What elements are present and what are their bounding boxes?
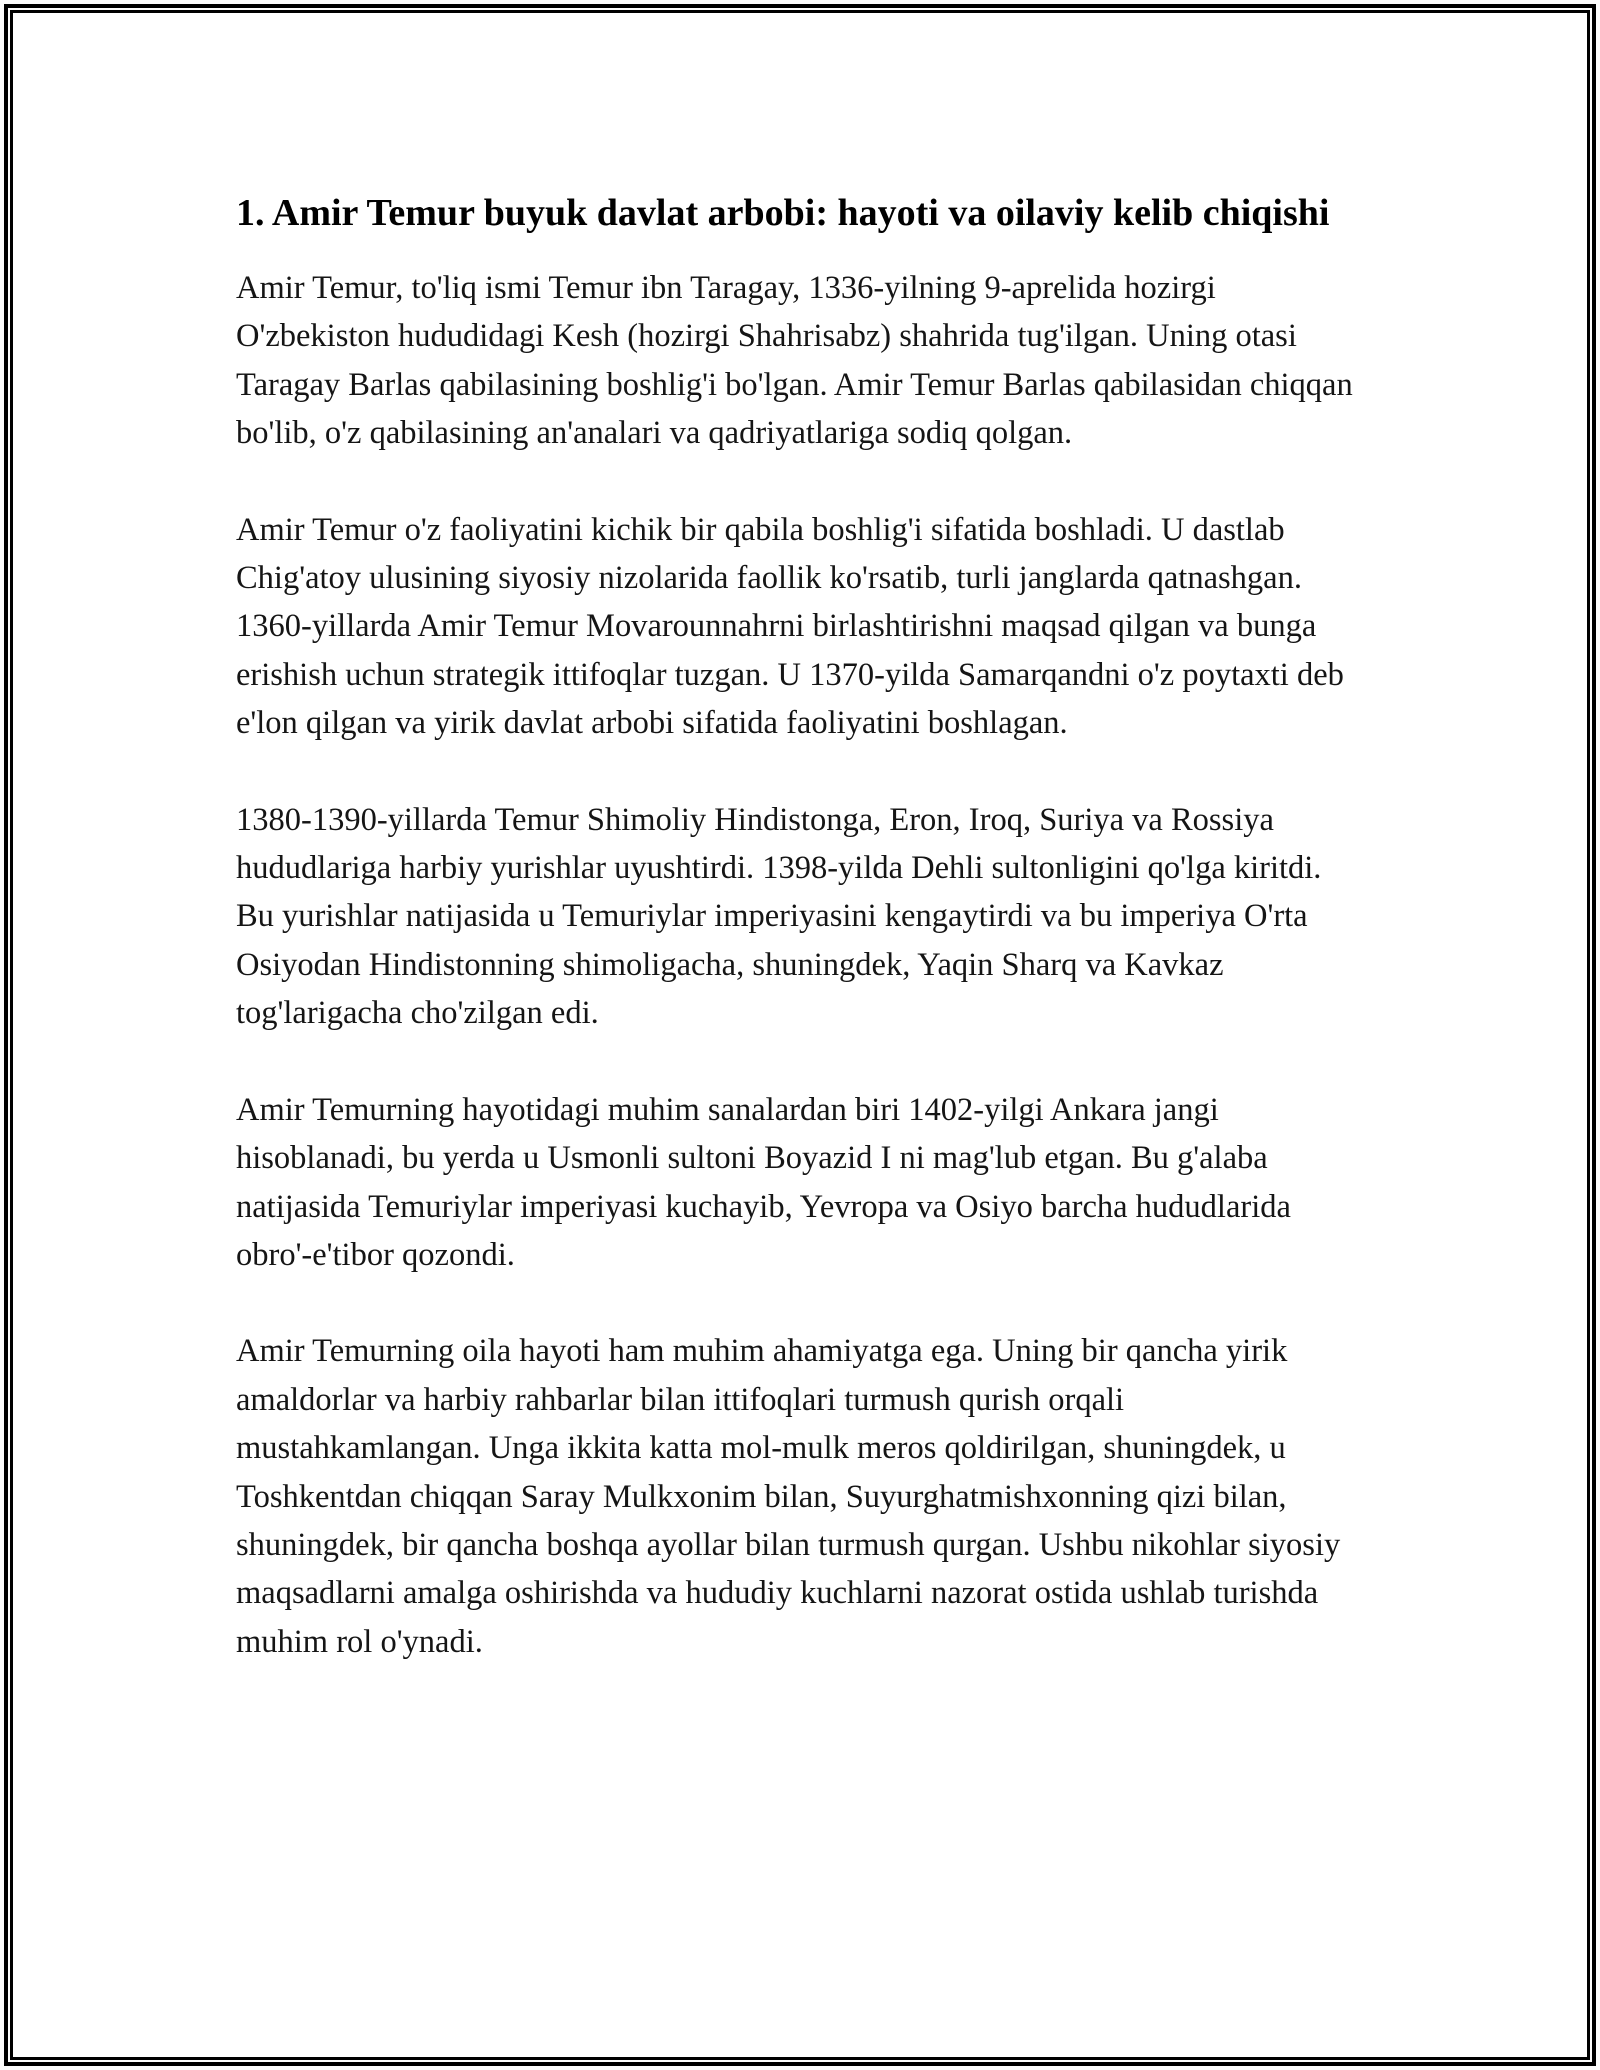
section-heading: 1. Amir Temur buyuk davlat arbobi: hayoti va oilaviy kelib chiqishi <box>236 192 1330 234</box>
paragraph-early-career: Amir Temur o'z faoliyatini kichik bir qabila boshlig'i sifatida boshladi. U dastlab Chig'atoy ulusining siyosiy nizolarida faollik ko'rsatib, turli janglarda qatnashgan. 1360-yillarda Amir Temur Movarounnahrni birlashtirishni maqsad qilgan va bunga erishish uchun strategik ittifoqlar tuzgan. U 1370-yilda Samarqandni o'z poytaxti deb e'lon qilgan va yirik davlat arbobi sifatida faoliyatini boshlagan. <box>236 511 1344 742</box>
paragraph-military-campaigns: 1380-1390-yillarda Temur Shimoliy Hindistonga, Eron, Iroq, Suriya va Rossiya hududlariga harbiy yurishlar uyushtirdi. 1398-yilda Dehli sultonligini qo'lga kiritdi. Bu yurishlar natijasida u Temuriylar imperiyasini kengaytirdi va bu imperiya O'rta Osiyodan Hindistonning shimoligacha, shuningdek, Yaqin Sharq va Kavkaz tog'larigacha cho'zilgan edi. <box>236 801 1322 1032</box>
paragraph-family-life: Amir Temurning oila hayoti ham muhim ahamiyatga ega. Uning bir qancha yirik amaldorlar va harbiy rahbarlar bilan ittifoqlari turmush qurish orqali mustahkamlangan. Unga ikkita katta mol-mulk meros qoldirilgan, shuningdek, u Toshkentdan chiqqan Saray Mulkxonim bilan, Suyurghatmishxonning qizi bilan, shuningdek, bir qancha boshqa ayollar bilan turmush qurgan. Ushbu nikohlar siyosiy maqsadlarni amalga oshirishda va hududiy kuchlarni nazorat ostida ushlab turishda muhim rol o'ynadi. <box>236 1333 1341 1660</box>
paragraph-birth-origin: Amir Temur, to'liq ismi Temur ibn Taragay, 1336-yilning 9-aprelida hozirgi O'zbekiston hududidagi Kesh (hozirgi Shahrisabz) shahrida tug'ilgan. Uning otasi Taragay Barlas qabilasining boshlig'i bo'lgan. Amir Temur Barlas qabilasidan chiqqan bo'lib, o'z qabilasining an'analari va qadriyatlariga sodiq qolgan. <box>236 270 1353 452</box>
document-body <box>236 186 1366 1666</box>
paragraph-ankara-battle: Amir Temurning hayotidagi muhim sanalardan biri 1402-yilgi Ankara jangi hisoblanadi, bu yerda u Usmonli sultoni Boyazid I ni mag'lub etgan. Bu g'alaba natijasida Temuriylar imperiyasi kuchayib, Yevropa va Osiyo barcha hududlarida obro'-e'tibor qozondi. <box>236 1091 1291 1273</box>
